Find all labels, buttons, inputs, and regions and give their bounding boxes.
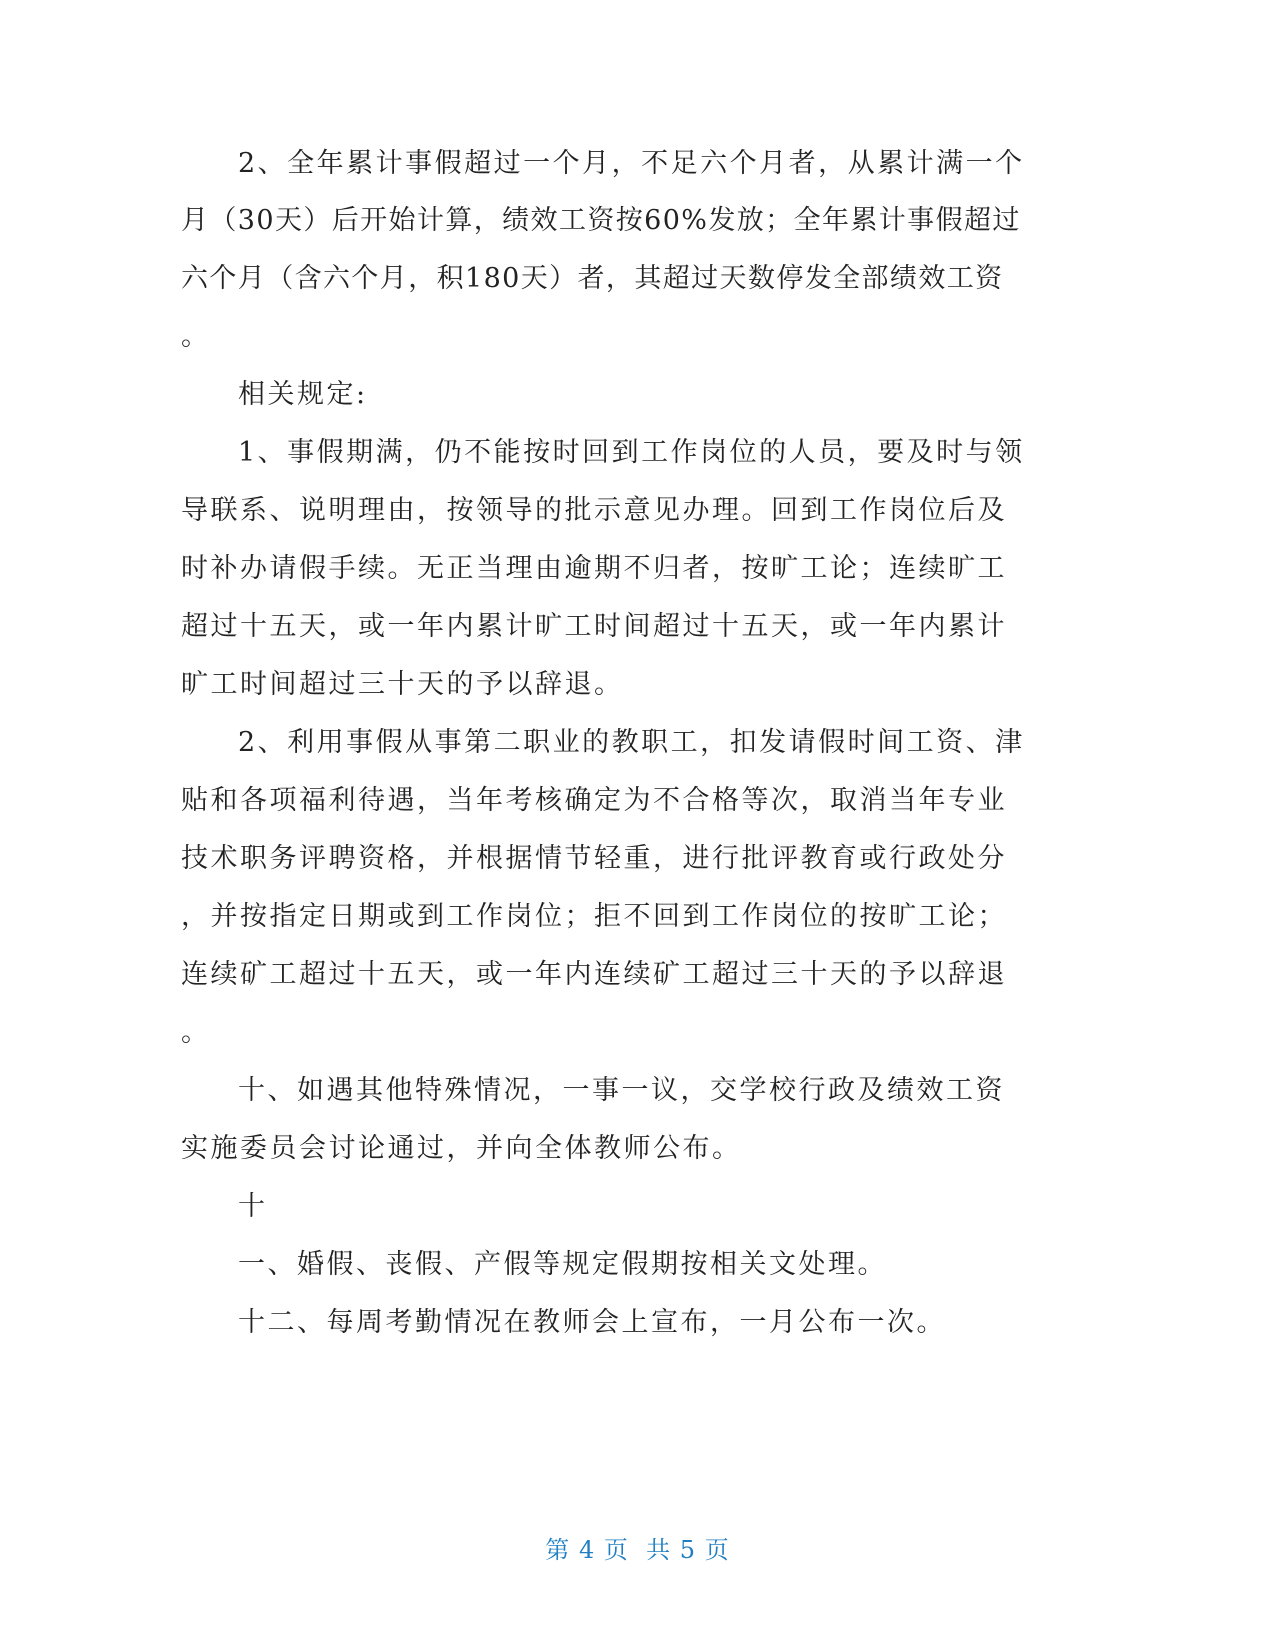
text-line: 技术职务评聘资格，并根据情节轻重，进行批评教育或行政处分: [181, 843, 1007, 874]
page-number: 4: [578, 1536, 596, 1564]
text-line: 时补办请假手续。无正当理由逾期不归者，按旷工论；连续旷工: [181, 553, 1007, 584]
text-line: 1、事假期满，仍不能按时回到工作岗位的人员，要及时与领: [238, 437, 1025, 468]
text-line: 。: [181, 321, 211, 352]
text-line: 实施委员会讨论通过，并向全体教师公布。: [181, 1133, 742, 1164]
text-line: 。: [181, 1017, 211, 1048]
text-line: 月（30天）后开始计算，绩效工资按60%发放；全年累计事假超过: [181, 205, 1021, 236]
text-line: 贴和各项福利待遇，当年考核确定为不合格等次，取消当年专业: [181, 785, 1007, 816]
footer-suffix: 页: [704, 1536, 730, 1564]
text-line: 十: [238, 1191, 268, 1222]
text-line: 旷工时间超过三十天的予以辞退。: [181, 669, 624, 700]
text-line: 六个月（含六个月，积180天）者，其超过天数停发全部绩效工资: [181, 263, 1004, 294]
page-footer: [0, 1530, 1275, 1565]
text-line: 十二、每周考勤情况在教师会上宣布，一月公布一次。: [238, 1307, 946, 1338]
text-line: 2、全年累计事假超过一个月，不足六个月者，从累计满一个: [238, 148, 1025, 179]
text-line: 十、如遇其他特殊情况，一事一议，交学校行政及绩效工资: [238, 1075, 1005, 1106]
text-line: 导联系、说明理由，按领导的批示意见办理。回到工作岗位后及: [181, 495, 1007, 526]
text-line: 一、婚假、丧假、产假等规定假期按相关文处理。: [238, 1249, 887, 1280]
section-heading: 相关规定:: [238, 379, 368, 410]
footer-prefix: 第: [545, 1536, 571, 1564]
text-line: 连续矿工超过十五天，或一年内连续矿工超过三十天的予以辞退: [181, 959, 1007, 990]
text-line: 超过十五天，或一年内累计旷工时间超过十五天，或一年内累计: [181, 611, 1007, 642]
text-line: ，并按指定日期或到工作岗位；拒不回到工作岗位的按旷工论；: [181, 901, 1007, 932]
total-pages: 5: [679, 1536, 697, 1564]
footer-middle: 页 共: [603, 1536, 672, 1564]
text-line: 2、利用事假从事第二职业的教职工，扣发请假时间工资、津: [238, 727, 1025, 758]
